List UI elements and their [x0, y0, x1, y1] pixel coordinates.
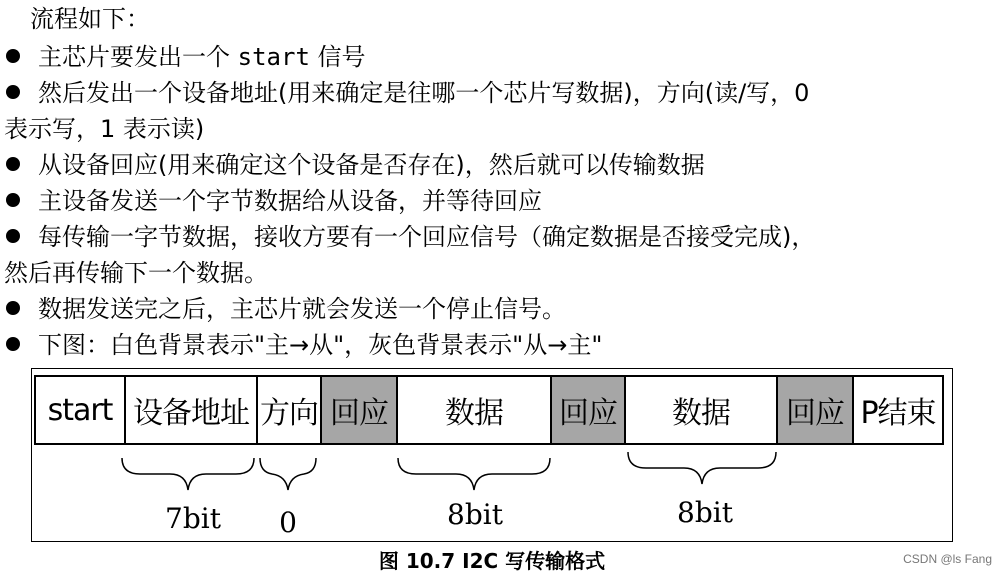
brace-label-address: 7bit: [165, 502, 221, 535]
watermark: CSDN @ls Fang: [903, 552, 992, 566]
frame-cell-direction: 方向: [256, 375, 322, 445]
bullet-text: 主设备发送一个字节数据给从设备，并等待回应: [38, 187, 542, 215]
bullet-text: 主芯片要发出一个: [38, 43, 238, 71]
bullet-continuation: 然后再传输下一个数据。: [4, 259, 268, 287]
frame-cell-device-address: 设备地址: [124, 375, 258, 445]
bullet-text: 然后发出一个设备地址(用来确定是往哪一个芯片写数据)，方向(读/写，0: [38, 79, 810, 107]
brace-direction-icon: [260, 458, 316, 490]
frame-cell-data: 数据: [624, 375, 778, 445]
frame-cell-ack: 回应: [776, 375, 854, 445]
brace-label-data: 8bit: [677, 496, 733, 529]
frame-cell-data: 数据: [396, 375, 552, 445]
bullet-text: 信号: [309, 43, 366, 71]
bullet-text: 数据发送完之后，主芯片就会发送一个停止信号。: [38, 295, 566, 323]
frame-cell-stop: P结束: [852, 375, 944, 445]
brace-label-data: 8bit: [447, 498, 503, 531]
frame-cell-start: start: [34, 375, 126, 445]
brace-address-icon: [122, 458, 254, 490]
intro-text: 流程如下：: [30, 5, 150, 33]
bullet-text: 每传输一字节数据，接收方要有一个回应信号（确定数据是否接受完成)，: [38, 223, 816, 251]
bullet-text: 从设备回应(用来确定这个设备是否存在)，然后就可以传输数据: [38, 151, 705, 179]
brace-label-direction: 0: [279, 506, 297, 539]
bullet-code: start: [237, 43, 310, 71]
figure-caption: 图 10.7 I2C 写传输格式: [378, 549, 606, 573]
brace-data-icon: [628, 452, 776, 484]
frame-cell-ack: 回应: [320, 375, 398, 445]
bullet-continuation: 表示写，1 表示读): [4, 115, 205, 143]
bullet-text: 下图：白色背景表示"主→从"，灰色背景表示"从→主": [38, 331, 603, 359]
brace-data-icon: [398, 458, 550, 490]
frame-cell-ack: 回应: [550, 375, 626, 445]
